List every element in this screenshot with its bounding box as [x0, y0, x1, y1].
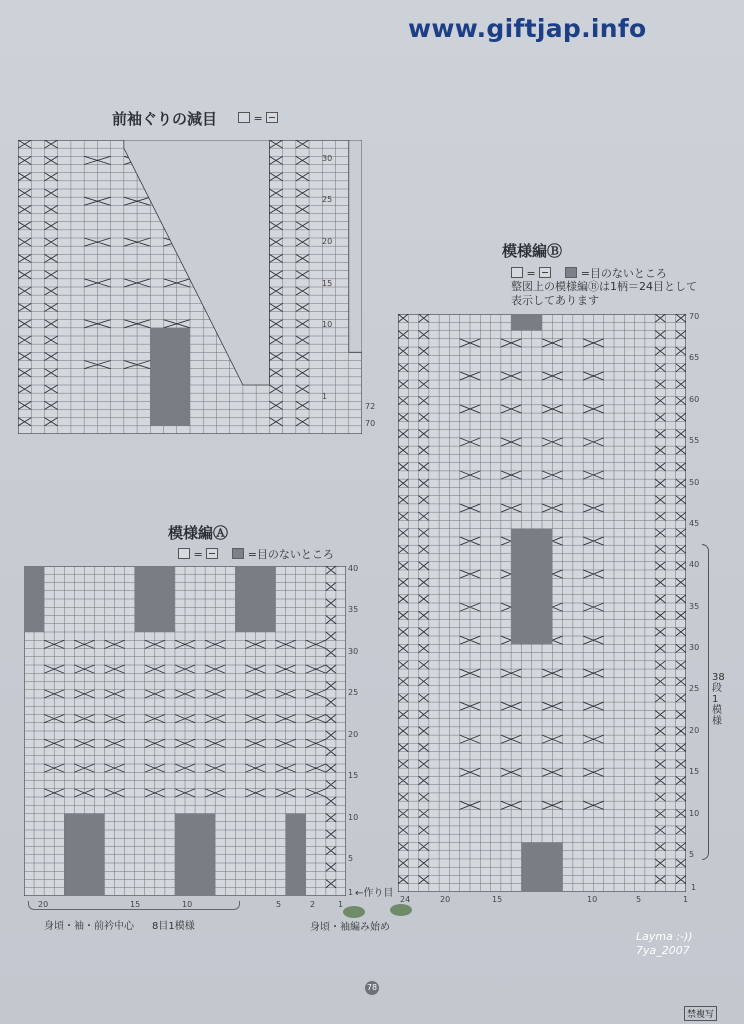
no-stitch-square-icon — [565, 267, 577, 278]
start-label-text: 作り目 — [363, 888, 394, 899]
start-label — [355, 884, 393, 899]
sleeve-row-15: 15 — [322, 279, 333, 288]
b-col-10: 10 — [587, 895, 598, 904]
sleeve-row-30: 30 — [322, 154, 333, 163]
pattern-a-legend — [178, 546, 334, 562]
sleeve-legend — [238, 112, 278, 125]
a-col-20: 20 — [38, 900, 49, 909]
signature — [636, 930, 693, 958]
site-url[interactable]: www.giftjap.info — [408, 14, 647, 43]
b-row-5: 5 — [689, 850, 695, 859]
blank-square-icon — [511, 267, 523, 278]
b-row-15: 15 — [689, 767, 700, 776]
arrow-left-icon: ← — [355, 888, 364, 899]
note-line-1: 整図上の模様編Ⓑは1柄＝24目として — [511, 280, 697, 293]
legend-eq: = — [193, 548, 203, 561]
no-stitch-block — [64, 814, 104, 897]
bird-icon — [390, 904, 412, 916]
legend-no-stitch: =目のないところ — [580, 267, 667, 280]
page-number: 78 — [365, 981, 379, 995]
b-col-15: 15 — [492, 895, 503, 904]
purl-square-icon — [206, 548, 218, 559]
a-col-10: 10 — [182, 900, 193, 909]
bird-icon — [343, 906, 365, 918]
no-stitch-block — [511, 314, 542, 331]
caption-repeat: 8目1模様 — [152, 921, 195, 932]
legend-eq: = — [526, 267, 536, 280]
blank-square-icon — [238, 112, 250, 123]
knitting-grid — [18, 140, 362, 434]
b-row-55: 55 — [689, 436, 700, 445]
signature-line-1: Layma :-)) — [636, 930, 693, 943]
b-col-20: 20 — [440, 895, 451, 904]
b-row-50: 50 — [689, 478, 700, 487]
a-col-1: 1 — [338, 900, 344, 909]
pattern-b-repeat-label: 38段1模様 — [712, 672, 725, 727]
a-row-35: 35 — [348, 605, 359, 614]
a-row-40: 40 — [348, 564, 359, 573]
a-row-1: 1 — [348, 888, 354, 897]
caption-center: 身頃・袖・前衿中心 — [44, 921, 134, 932]
pattern-b-title: 模様編Ⓑ — [502, 242, 563, 260]
purl-square-icon — [266, 112, 278, 123]
sleeve-row-25: 25 — [322, 195, 333, 204]
pattern-b-note — [511, 280, 697, 308]
pattern-a-grid — [24, 566, 346, 896]
sleeve-chart-title: 前袖ぐりの減目 — [112, 110, 218, 128]
no-stitch-block — [235, 566, 275, 632]
b-row-35: 35 — [689, 602, 700, 611]
caption-start: 身頃・袖編み始め — [310, 922, 390, 933]
a-row-30: 30 — [348, 647, 359, 656]
b-col-5: 5 — [636, 895, 642, 904]
b-row-30: 30 — [689, 643, 700, 652]
a-row-20: 20 — [348, 730, 359, 739]
b-row-10: 10 — [689, 809, 700, 818]
no-stitch-square-icon — [232, 548, 244, 559]
no-stitch-block — [511, 529, 552, 645]
b-row-45: 45 — [689, 519, 700, 528]
legend-eq: = — [253, 112, 263, 125]
sleeve-row-1: 1 — [322, 392, 328, 401]
signature-line-2: 7ya_2007 — [636, 944, 690, 957]
sleeve-chart-grid — [18, 140, 362, 434]
note-line-2: 表示してあります — [511, 294, 599, 307]
b-row-65: 65 — [689, 353, 700, 362]
no-stitch-block — [521, 842, 562, 892]
b-col-1: 1 — [683, 895, 689, 904]
legend-no-stitch: =目のないところ — [247, 548, 334, 561]
a-col-5: 5 — [276, 900, 282, 909]
pattern-a-title: 模様編Ⓐ — [168, 524, 229, 542]
pattern-b-grid — [398, 314, 686, 892]
a-row-10: 10 — [348, 813, 359, 822]
b-row-20: 20 — [689, 726, 700, 735]
no-stitch-block — [24, 566, 44, 632]
sleeve-row-20: 20 — [322, 237, 333, 246]
b-row-60: 60 — [689, 395, 700, 404]
no-stitch-block — [150, 328, 190, 426]
purl-square-icon — [539, 267, 551, 278]
copyright-badge: 禁複写 — [684, 1006, 717, 1021]
pattern-b-legend — [511, 265, 667, 281]
repeat-bracket — [702, 544, 709, 860]
sleeve-row-70: 70 — [365, 419, 376, 428]
a-row-15: 15 — [348, 771, 359, 780]
knitting-grid — [24, 566, 346, 896]
b-row-1: 1 — [691, 883, 697, 892]
no-stitch-block — [175, 814, 215, 897]
b-row-70: 70 — [689, 312, 700, 321]
b-row-25: 25 — [689, 684, 700, 693]
blank-square-icon — [178, 548, 190, 559]
b-row-40: 40 — [689, 560, 700, 569]
knitting-grid — [398, 314, 686, 892]
b-col-24: 24 — [400, 895, 411, 904]
a-row-5: 5 — [348, 854, 354, 863]
a-col-2: 2 — [310, 900, 316, 909]
no-stitch-block — [286, 814, 306, 897]
sleeve-row-72: 72 — [365, 402, 376, 411]
a-col-15: 15 — [130, 900, 141, 909]
a-row-25: 25 — [348, 688, 359, 697]
bottom-bracket — [28, 901, 240, 910]
no-stitch-block — [135, 566, 175, 632]
sleeve-row-10: 10 — [322, 320, 333, 329]
